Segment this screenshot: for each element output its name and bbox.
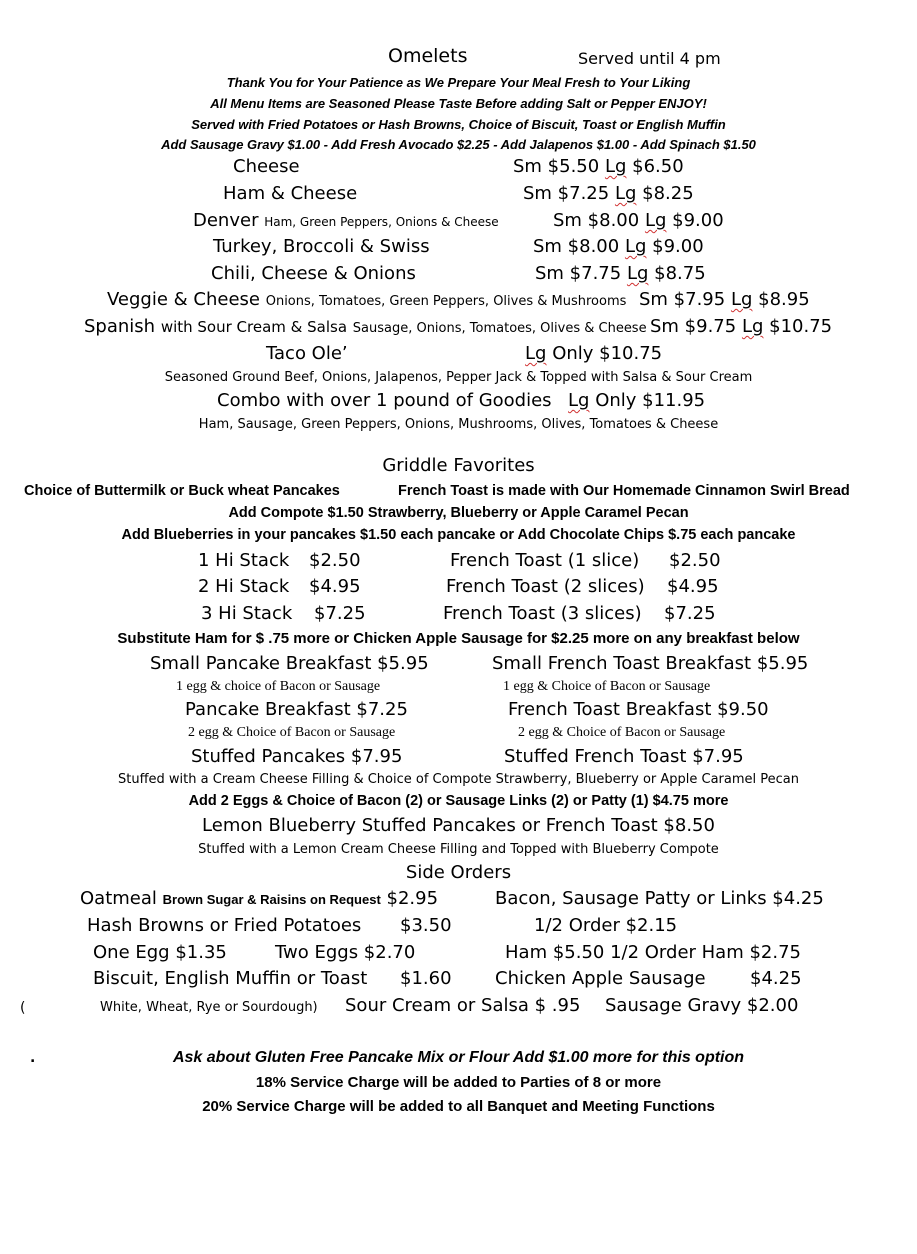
stuffed-pancakes: Stuffed Pancakes $7.95 (191, 746, 403, 767)
stuffed-french-toast: Stuffed French Toast $7.95 (504, 746, 744, 767)
note-served-with: Served with Fried Potatoes or Hash Browns, Choice of Biscuit, Toast or English Muffin (191, 117, 726, 132)
french-toast-price: $4.95 (667, 576, 719, 597)
compote-note: Add Compote $1.50 Strawberry, Blueberry or Apple Caramel Pecan (228, 505, 689, 521)
omelet-price: Sm $8.00 Lg $9.00 (553, 210, 724, 231)
note-patience: Thank You for Your Patience as We Prepare Your Meal Fresh to Your Liking (226, 75, 691, 90)
pancake-choice-note: Choice of Buttermilk or Buck wheat Pancakes (24, 483, 340, 499)
note-seasoned: All Menu Items are Seasoned Please Taste Before adding Salt or Pepper ENJOY! (210, 96, 707, 111)
omelet-price: Lg Only $11.95 (568, 390, 706, 411)
bread-types: White, Wheat, Rye or Sourdough) (100, 1000, 318, 1015)
omelet-name: Taco Ole’ (266, 343, 348, 364)
french-toast-price: $7.25 (664, 603, 716, 624)
pancake-desc: 2 egg & Choice of Bacon or Sausage (188, 725, 396, 740)
omelet-price: Sm $8.00 Lg $9.00 (533, 236, 704, 257)
omelet-price: Sm $5.50 Lg $6.50 (513, 156, 684, 177)
hash-browns-price: $3.50 (400, 915, 452, 936)
small-pancake-desc: 1 egg & choice of Bacon or Sausage (176, 679, 381, 694)
sour-cream-salsa: Sour Cream or Salsa $ .95 (345, 995, 581, 1016)
omelet-price: Sm $7.25 Lg $8.25 (523, 183, 694, 204)
stack-price: $7.25 (314, 603, 366, 624)
stack-name: 2 Hi Stack (198, 576, 290, 597)
gluten-free-note: Ask about Gluten Free Pancake Mix or Flour Add $1.00 more for this option (172, 1049, 745, 1066)
omelet-name: Chili, Cheese & Onions (211, 263, 416, 284)
omelets-title: Omelets (388, 45, 468, 67)
half-order: 1/2 Order $2.15 (534, 915, 678, 936)
french-toast-price: $2.50 (669, 550, 721, 571)
lemon-desc: Stuffed with a Lemon Cream Cheese Filling and Topped with Blueberry Compote (198, 842, 719, 857)
one-egg: One Egg $1.35 (93, 942, 227, 963)
lemon-blueberry: Lemon Blueberry Stuffed Pancakes or French Toast $8.50 (202, 815, 715, 836)
omelet-name: Combo with over 1 pound of Goodies (217, 390, 552, 411)
note-add-ons: Add Sausage Gravy $1.00 - Add Fresh Avocado $2.25 - Add Jalapenos $1.00 - Add Spinach $1.50 (161, 137, 756, 152)
sausage-gravy: Sausage Gravy $2.00 (605, 995, 799, 1016)
taco-desc: Seasoned Ground Beef, Onions, Jalapenos, Pepper Jack & Topped with Salsa & Sour Cream (164, 370, 753, 385)
bacon-sausage: Bacon, Sausage Patty or Links $4.25 (495, 888, 824, 909)
add-eggs-note: Add 2 Eggs & Choice of Bacon (2) or Sausage Links (2) or Patty (1) $4.75 more (188, 793, 729, 809)
stuffed-desc: Stuffed with a Cream Cheese Filling & Choice of Compote Strawberry, Blueberry or Apple Caramel Pecan (118, 772, 799, 787)
oatmeal: Oatmeal Brown Sugar & Raisins on Request $2.95 (80, 888, 439, 909)
combo-desc: Ham, Sausage, Green Peppers, Onions, Mushrooms, Olives, Tomatoes & Cheese (198, 417, 719, 432)
side-orders-title: Side Orders (405, 862, 512, 883)
omelet-price: Sm $9.75 Lg $10.75 (650, 316, 833, 337)
hash-browns: Hash Browns or Fried Potatoes (87, 915, 362, 936)
open-paren: ( (20, 1000, 26, 1016)
omelet-name: Turkey, Broccoli & Swiss (213, 236, 430, 257)
ft-desc: 2 egg & Choice of Bacon or Sausage (518, 725, 726, 740)
footer-dot: . (30, 1050, 36, 1066)
served-until: Served until 4 pm (578, 49, 721, 68)
omelet-name: Veggie & Cheese Onions, Tomatoes, Green Peppers, Olives & Mushrooms (107, 289, 627, 310)
omelet-price: Sm $7.95 Lg $8.95 (639, 289, 810, 310)
blueberries-note: Add Blueberries in your pancakes $1.50 each pancake or Add Chocolate Chips $.75 each pancake (121, 527, 796, 543)
service-charge-18: 18% Service Charge will be added to Parties of 8 or more (255, 1074, 662, 1091)
omelet-price: Sm $7.75 Lg $8.75 (535, 263, 706, 284)
chicken-apple-sausage: Chicken Apple Sausage (495, 968, 706, 989)
stack-price: $4.95 (309, 576, 361, 597)
ham-side: Ham $5.50 1/2 Order Ham $2.75 (505, 942, 801, 963)
small-pancake-breakfast: Small Pancake Breakfast $5.95 (150, 653, 429, 674)
biscuit-price: $1.60 (400, 968, 452, 989)
omelet-name: Spanish with Sour Cream & Salsa Sausage, Onions, Tomatoes, Olives & Cheese (84, 316, 647, 337)
stack-name: 1 Hi Stack (198, 550, 290, 571)
small-french-toast-breakfast: Small French Toast Breakfast $5.95 (492, 653, 809, 674)
chicken-apple-price: $4.25 (750, 968, 802, 989)
french-toast-name: French Toast (3 slices) (443, 603, 642, 624)
omelet-name: Cheese (233, 156, 300, 177)
french-toast-name: French Toast (2 slices) (446, 576, 645, 597)
omelet-name: Ham & Cheese (223, 183, 358, 204)
two-eggs: Two Eggs $2.70 (275, 942, 416, 963)
french-toast-breakfast: French Toast Breakfast $9.50 (508, 699, 769, 720)
omelet-price: Lg Only $10.75 (525, 343, 663, 364)
pancake-breakfast: Pancake Breakfast $7.25 (185, 699, 408, 720)
service-charge-20: 20% Service Charge will be added to all Banquet and Meeting Functions (202, 1098, 715, 1115)
stack-name: 3 Hi Stack (201, 603, 293, 624)
small-ft-desc: 1 egg & Choice of Bacon or Sausage (503, 679, 711, 694)
biscuit-toast: Biscuit, English Muffin or Toast (93, 968, 368, 989)
french-toast-name: French Toast (1 slice) (450, 550, 640, 571)
omelet-name: Denver Ham, Green Peppers, Onions & Cheese (193, 210, 499, 231)
griddle-title: Griddle Favorites (382, 455, 535, 476)
substitute-note: Substitute Ham for $ .75 more or Chicken Apple Sausage for $2.25 more on any breakfast below (117, 630, 800, 647)
stack-price: $2.50 (309, 550, 361, 571)
french-toast-note: French Toast is made with Our Homemade Cinnamon Swirl Bread (398, 483, 850, 499)
